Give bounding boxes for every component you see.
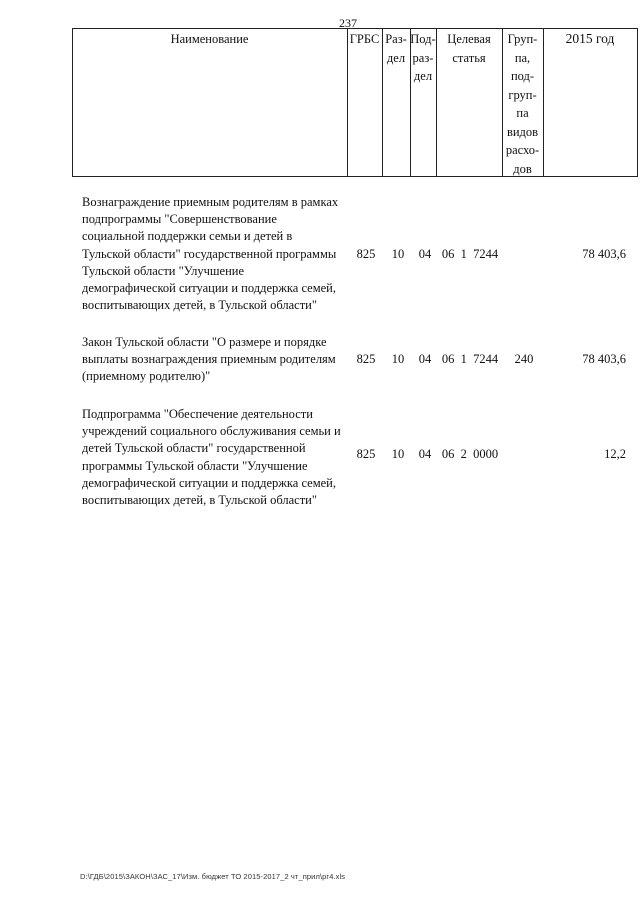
row-name-line: подпрограммы "Совершенствование bbox=[82, 212, 277, 227]
row-name bbox=[82, 406, 348, 509]
header-razdel-line: Раз- bbox=[385, 32, 407, 46]
header-target-line: Целевая bbox=[447, 32, 491, 46]
row-name-line: социальной поддержки семьи и детей в bbox=[82, 229, 293, 244]
row-name bbox=[82, 334, 348, 386]
table-row bbox=[0, 194, 640, 316]
header-group-line: па bbox=[516, 106, 529, 120]
row-name-line: (приемному родителю)" bbox=[82, 369, 211, 384]
header-grbs: ГРБС bbox=[349, 32, 380, 46]
row-amount: 78 403,6 bbox=[582, 247, 626, 261]
row-name-line: демографической ситуации и поддержка семей, bbox=[82, 281, 336, 296]
row-name-line: Закон Тульской области "О размере и порядке bbox=[82, 335, 327, 349]
header-top-border bbox=[72, 28, 638, 29]
row-name-line: демографической ситуации и поддержка семей, bbox=[82, 475, 336, 490]
header-group-line: Груп- bbox=[507, 32, 538, 46]
col-divider bbox=[637, 28, 638, 176]
header-razdel bbox=[382, 30, 410, 67]
table-row bbox=[0, 334, 640, 388]
row-name-line: программы Тульской области "Улучшение bbox=[82, 458, 308, 473]
row-podrazdel: 04 bbox=[418, 247, 432, 261]
row-group: 240 bbox=[514, 352, 534, 366]
row-target: 06 2 0000 bbox=[441, 447, 499, 461]
header-podrazdel-line: раз- bbox=[412, 50, 434, 65]
row-razdel: 10 bbox=[391, 447, 405, 461]
row-name-line: воспитывающих детей, в Тульской области" bbox=[82, 493, 317, 508]
header-group-line: дов bbox=[513, 161, 532, 176]
row-grbs: 825 bbox=[356, 447, 376, 461]
row-target: 06 1 7244 bbox=[441, 352, 499, 366]
footer-file-path: D:\ГДБ\2015\ЗАКОН\ЗАС_17\Изм. бюджет ТО 2015-2017_2 чт_прил\рг4.xls bbox=[80, 872, 346, 881]
row-name-line: Тульской области "Улучшение bbox=[82, 263, 245, 278]
header-group-line: па, bbox=[514, 50, 531, 65]
header-group-line: под- bbox=[510, 69, 535, 83]
header-bottom-border bbox=[72, 176, 638, 177]
header-podrazdel-line: Под- bbox=[410, 32, 436, 46]
row-name-line: Тульской области" государственной программы bbox=[82, 246, 337, 261]
row-name-line: выплаты вознаграждения приемным родителям bbox=[82, 352, 336, 367]
col-divider bbox=[543, 28, 544, 176]
header-group-line: видов bbox=[506, 124, 539, 139]
header-group bbox=[502, 30, 543, 178]
header-target bbox=[436, 30, 502, 67]
row-razdel: 10 bbox=[391, 247, 405, 261]
row-name-line: детей Тульской области" государственной bbox=[82, 441, 306, 456]
table-row bbox=[0, 406, 640, 510]
row-name-line: Подпрограмма "Обеспечение деятельности bbox=[82, 407, 313, 421]
table-header bbox=[0, 28, 640, 178]
row-grbs: 825 bbox=[356, 352, 376, 366]
row-grbs: 825 bbox=[356, 247, 376, 261]
row-podrazdel: 04 bbox=[418, 447, 432, 461]
row-razdel: 10 bbox=[391, 352, 405, 366]
page-number: 237 bbox=[339, 16, 357, 30]
col-divider bbox=[347, 28, 348, 176]
header-podrazdel bbox=[410, 30, 436, 86]
row-target: 06 1 7244 bbox=[441, 247, 499, 261]
row-name-line: Вознаграждение приемным родителям в рамках bbox=[82, 195, 339, 209]
row-podrazdel: 04 bbox=[418, 352, 432, 366]
row-name-line: учреждений социального обслуживания семьи и bbox=[82, 424, 341, 439]
header-group-line: груп- bbox=[508, 87, 537, 102]
header-group-line: расхо- bbox=[505, 143, 540, 157]
row-name bbox=[82, 194, 348, 314]
header-razdel-line: дел bbox=[386, 50, 406, 65]
row-amount: 12,2 bbox=[604, 447, 626, 461]
header-target-line: статья bbox=[452, 50, 486, 65]
row-name-line: воспитывающих детей, в Тульской области" bbox=[82, 298, 317, 313]
header-podrazdel-line: дел bbox=[413, 69, 433, 83]
header-year: 2015 год bbox=[565, 31, 615, 46]
header-name: Наименование bbox=[170, 32, 249, 46]
row-amount: 78 403,6 bbox=[582, 352, 626, 366]
col-divider bbox=[72, 28, 73, 176]
